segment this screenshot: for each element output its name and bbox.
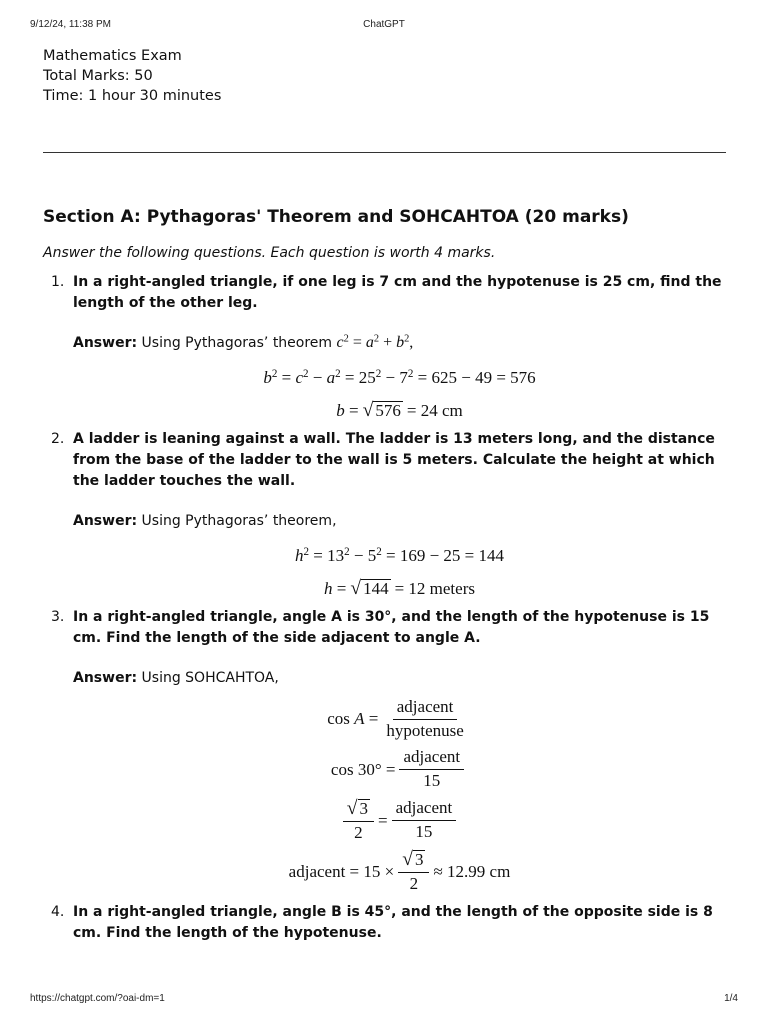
- answer-intro: Using Pythagoras’ theorem: [141, 335, 333, 351]
- answer-label: Answer:: [73, 670, 138, 686]
- exam-header: [43, 46, 726, 106]
- question-3: [43, 607, 726, 894]
- equation-b-result: b = √ 576 = 24 cm: [336, 400, 463, 422]
- fraction: $\frac{\text{adjacent}}{\text{hypotenuse}}$: [386, 697, 464, 740]
- fraction: √ 3 2: [343, 799, 374, 843]
- sqrt-symbol: √ 3: [402, 849, 424, 871]
- section-title: Section A: Pythagoras' Theorem and SOHCAHTOA (20 marks): [43, 207, 629, 227]
- print-date: 9/12/24, 11:38 PM: [30, 19, 111, 30]
- exam-title: Mathematics Exam: [43, 48, 182, 64]
- question-text: In a right-angled triangle, if one leg is 7 cm and the hypotenuse is 25 cm, find the length of the other leg.: [73, 274, 722, 311]
- answer-intro: Using SOHCAHTOA,: [141, 670, 279, 686]
- exam-total-marks: Total Marks: 50: [43, 68, 153, 84]
- question-number: 2.: [51, 431, 65, 447]
- answer-label: Answer:: [73, 335, 138, 351]
- fraction: $\frac{\text{adjacent}}{15}$: [392, 799, 457, 841]
- print-page-number: 1/4: [724, 993, 738, 1004]
- sqrt-symbol: √ 3: [346, 797, 368, 819]
- equation-root3-over-2: √ 3 2 = $\frac{\text{adjacent}}{15}$: [73, 799, 726, 843]
- question-number: 3.: [51, 609, 65, 625]
- answer-intro: Using Pythagoras’ theorem,: [141, 513, 337, 529]
- section-instructions: Answer the following questions. Each question is worth 4 marks.: [43, 245, 496, 261]
- answer-line: [73, 333, 726, 353]
- question-4: [43, 902, 726, 944]
- fraction: $\frac{\text{adjacent}}{15}$: [399, 748, 464, 790]
- print-title: ChatGPT: [363, 19, 405, 30]
- question-text: A ladder is leaning against a wall. The ladder is 13 meters long, and the distance from the base of the ladder to the wall is 5 meters. Calculate the height at which the ladder touches the wall.: [73, 431, 715, 489]
- print-header: [30, 19, 738, 33]
- exam-time: Time: 1 hour 30 minutes: [43, 88, 222, 104]
- print-url: https://chatgpt.com/?oai-dm=1: [30, 993, 165, 1004]
- question-1: [43, 272, 726, 421]
- sqrt-symbol: √ 576: [362, 400, 401, 422]
- answer-line: [73, 511, 726, 531]
- equation-b-squared: $b^2 = c^2 - a^2 = 25^2 - 7^2 = 625 - 49 = 576$: [263, 367, 536, 387]
- fraction: √ 3 2: [398, 850, 429, 894]
- sqrt-symbol: √ 144: [350, 578, 389, 600]
- question-number: 4.: [51, 903, 65, 920]
- equation-cos-a: cos A = $\frac{\text{adjacent}}{\text{hypotenuse}}$: [73, 698, 726, 740]
- equation-h-squared: $h^2 = 13^2 - 5^2 = 169 - 25 = 144$: [294, 545, 505, 565]
- equation-h-result: h = √ 144 = 12 meters: [324, 578, 475, 600]
- answer-line: [73, 668, 726, 688]
- document-content: [43, 46, 726, 944]
- question-list: [43, 272, 726, 944]
- pythagoras-formula: $c^2 = a^2 + b^2$,: [336, 333, 414, 351]
- question-2: [43, 429, 726, 599]
- print-footer: [30, 993, 738, 1007]
- answer-label: Answer:: [73, 513, 138, 529]
- question-number: 1.: [51, 274, 65, 290]
- equation-cos-30: cos 30° = $\frac{\text{adjacent}}{15}$: [73, 748, 726, 790]
- equation-adjacent-result: adjacent = 15 × √ 3 2 ≈ 12.99 cm: [288, 849, 511, 894]
- question-text: In a right-angled triangle, angle A is 30°, and the length of the hypotenuse is 15 cm. Find the length of the side adjacent to angle A.: [73, 609, 710, 646]
- divider: [43, 152, 726, 153]
- question-text: In a right-angled triangle, angle B is 45°, and the length of the opposite side is 8 cm. Find the length of the hypotenuse.: [73, 903, 713, 941]
